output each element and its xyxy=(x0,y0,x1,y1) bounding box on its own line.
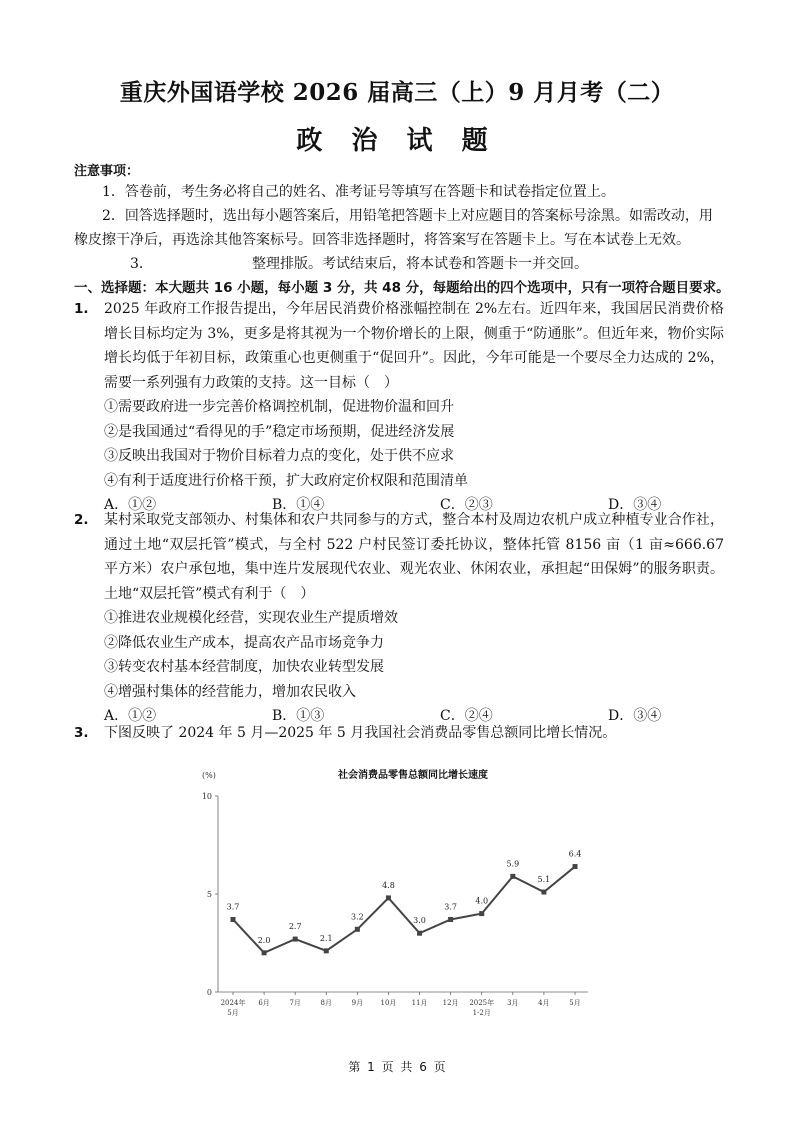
question-number: 1. xyxy=(74,301,89,317)
data-label: 4.0 xyxy=(475,896,489,906)
data-label: 3.7 xyxy=(444,902,458,912)
notice-item-2: 2．回答选择题时，选出每小题答案后，用铅笔把答题卡上对应题目的答案标号涂黑。如需改动，用橡皮擦干净后，再选涂其他答案标号。回答非选择题时，将答案写在答题卡上。写在本试卷上无效。 xyxy=(74,208,713,248)
question-2 xyxy=(74,508,724,728)
data-point xyxy=(417,931,422,936)
data-point xyxy=(324,948,329,953)
option-a: A．①② xyxy=(104,708,157,724)
x-tick-label: 12月 xyxy=(442,999,459,1007)
data-point xyxy=(386,895,391,900)
x-tick-label: 2025年 xyxy=(469,999,495,1007)
data-label: 3.7 xyxy=(226,902,240,912)
notice-item-3-text: 整理排版。考试结束后，将本试卷和答题卡一并交回。 xyxy=(252,256,588,272)
data-point xyxy=(573,864,578,869)
x-tick-label: 1-2月 xyxy=(472,1009,491,1017)
notice-heading: 注意事项： xyxy=(74,164,140,179)
question-1 xyxy=(74,297,724,517)
notice-item-3-number: 3． xyxy=(130,256,153,272)
option-d: D．③④ xyxy=(608,708,662,724)
y-tick-label: 0 xyxy=(206,988,212,997)
retail-sales-growth-chart xyxy=(190,760,600,1025)
data-point xyxy=(448,917,453,922)
question-stem: 某村采取党支部领办、村集体和农户共同参与的方式，整合本村及周边农机户成立种植专业合作社，通过土地“双层托管”模式，与全村 522 户村民签订委托协议，整体托管 8156 亩（1 亩≈666.67 平方米）农户承包地，集中连片发展现代农业、观光农业、休闲农业，承担起“田保姆”的服务职责。土地“双层托管”模式有利于（ ） xyxy=(104,512,724,602)
question-stem: 2025 年政府工作报告提出，今年居民消费价格涨幅控制在 2%左右。近四年来，我国居民消费价格增长目标均定为 3%，更多是将其视为一个物价增长的上限，侧重于“防通胀”。但近年来，物价实际增长均低于年初目标，政策重心也更侧重于“促回升”。因此，今年可能是一个要尽全力达成的 2%，需要一系列强有力政策的支持。这一目标（ ） xyxy=(104,301,724,391)
data-point xyxy=(262,950,267,955)
x-tick-label: 5月 xyxy=(227,1009,239,1017)
option-a: A．①② xyxy=(104,497,157,513)
subject-title: 政 治 试 题 xyxy=(296,126,498,156)
data-label: 3.0 xyxy=(413,916,426,926)
page-footer: 第 1 页 共 6 页 xyxy=(348,1060,446,1074)
x-tick-label: 8月 xyxy=(320,999,333,1007)
y-tick-label: 5 xyxy=(206,890,212,899)
statement-item: ③反映出我国对于物价目标着力点的变化，处于供不应求 xyxy=(104,448,454,464)
x-tick-label: 7月 xyxy=(289,999,301,1007)
statement-item: ③转变农村基本经营制度，加快农业转型发展 xyxy=(104,659,384,675)
question-3 xyxy=(74,721,724,746)
data-point xyxy=(479,911,484,916)
statement-item: ①需要政府进一步完善价格调控机制，促进物价温和回升 xyxy=(104,399,454,415)
option-d: D．③④ xyxy=(608,497,662,513)
y-axis-label: (%) xyxy=(202,771,216,780)
statement-item: ④增强村集体的经营能力，增加农民收入 xyxy=(104,683,356,700)
x-tick-label: 6月 xyxy=(258,999,270,1007)
data-point xyxy=(293,937,298,942)
x-tick-label: 4月 xyxy=(538,999,550,1007)
data-point xyxy=(231,917,236,922)
x-tick-label: 11月 xyxy=(411,999,428,1007)
question-number: 3. xyxy=(74,725,89,741)
section-heading: 一、选择题：本大题共 16 小题，每小题 3 分，共 48 分，每题给出的四个选项中，只有一项符合题目要求。 xyxy=(74,280,730,296)
data-point xyxy=(541,890,546,895)
data-label: 5.9 xyxy=(506,859,520,869)
notice-item-3 xyxy=(74,252,720,276)
data-point xyxy=(510,874,515,879)
option-c: C．②④ xyxy=(440,708,493,724)
data-label: 2.1 xyxy=(319,933,333,943)
data-label: 5.1 xyxy=(537,875,551,885)
option-b: B．①④ xyxy=(272,497,325,513)
data-label: 2.7 xyxy=(288,922,302,932)
notice-item-1: 1．答卷前，考生务必将自己的姓名、准考证号等填写在答题卡和试卷指定位置上。 xyxy=(102,184,615,200)
option-c: C．②③ xyxy=(440,497,493,513)
statement-item: ④有利于适度进行价格干预，扩大政府定价权限和范围清单 xyxy=(104,472,468,489)
statement-item: ②降低农业生产成本，提高农产品市场竞争力 xyxy=(104,634,384,651)
statement-item: ①推进农业规模化经营，实现农业生产提质增效 xyxy=(104,610,398,626)
option-b: B．①③ xyxy=(272,708,325,724)
y-tick-label: 10 xyxy=(201,792,212,801)
question-number: 2. xyxy=(74,512,89,528)
x-tick-label: 3月 xyxy=(507,999,519,1007)
x-tick-label: 5月 xyxy=(569,999,581,1007)
x-tick-label: 9月 xyxy=(351,999,364,1007)
exam-title: 重庆外国语学校 2026 届高三（上）9 月月考（二） xyxy=(119,79,675,106)
data-label: 4.8 xyxy=(382,880,395,890)
data-label: 2.0 xyxy=(257,935,271,945)
question-stem: 下图反映了 2024 年 5 月—2025 年 5 月我国社会消费品零售总额同比增长情况。 xyxy=(104,725,617,741)
statement-item: ②是我国通过“看得见的手”稳定市场预期，促进经济发展 xyxy=(104,423,455,440)
chart-title: 社会消费品零售总额同比增长速度 xyxy=(338,770,488,781)
x-tick-label: 2024年 xyxy=(220,999,246,1007)
x-tick-label: 10月 xyxy=(380,999,397,1007)
series-line xyxy=(233,867,575,953)
data-label: 3.2 xyxy=(350,912,364,922)
data-label: 6.4 xyxy=(568,849,582,859)
data-point xyxy=(355,927,360,932)
